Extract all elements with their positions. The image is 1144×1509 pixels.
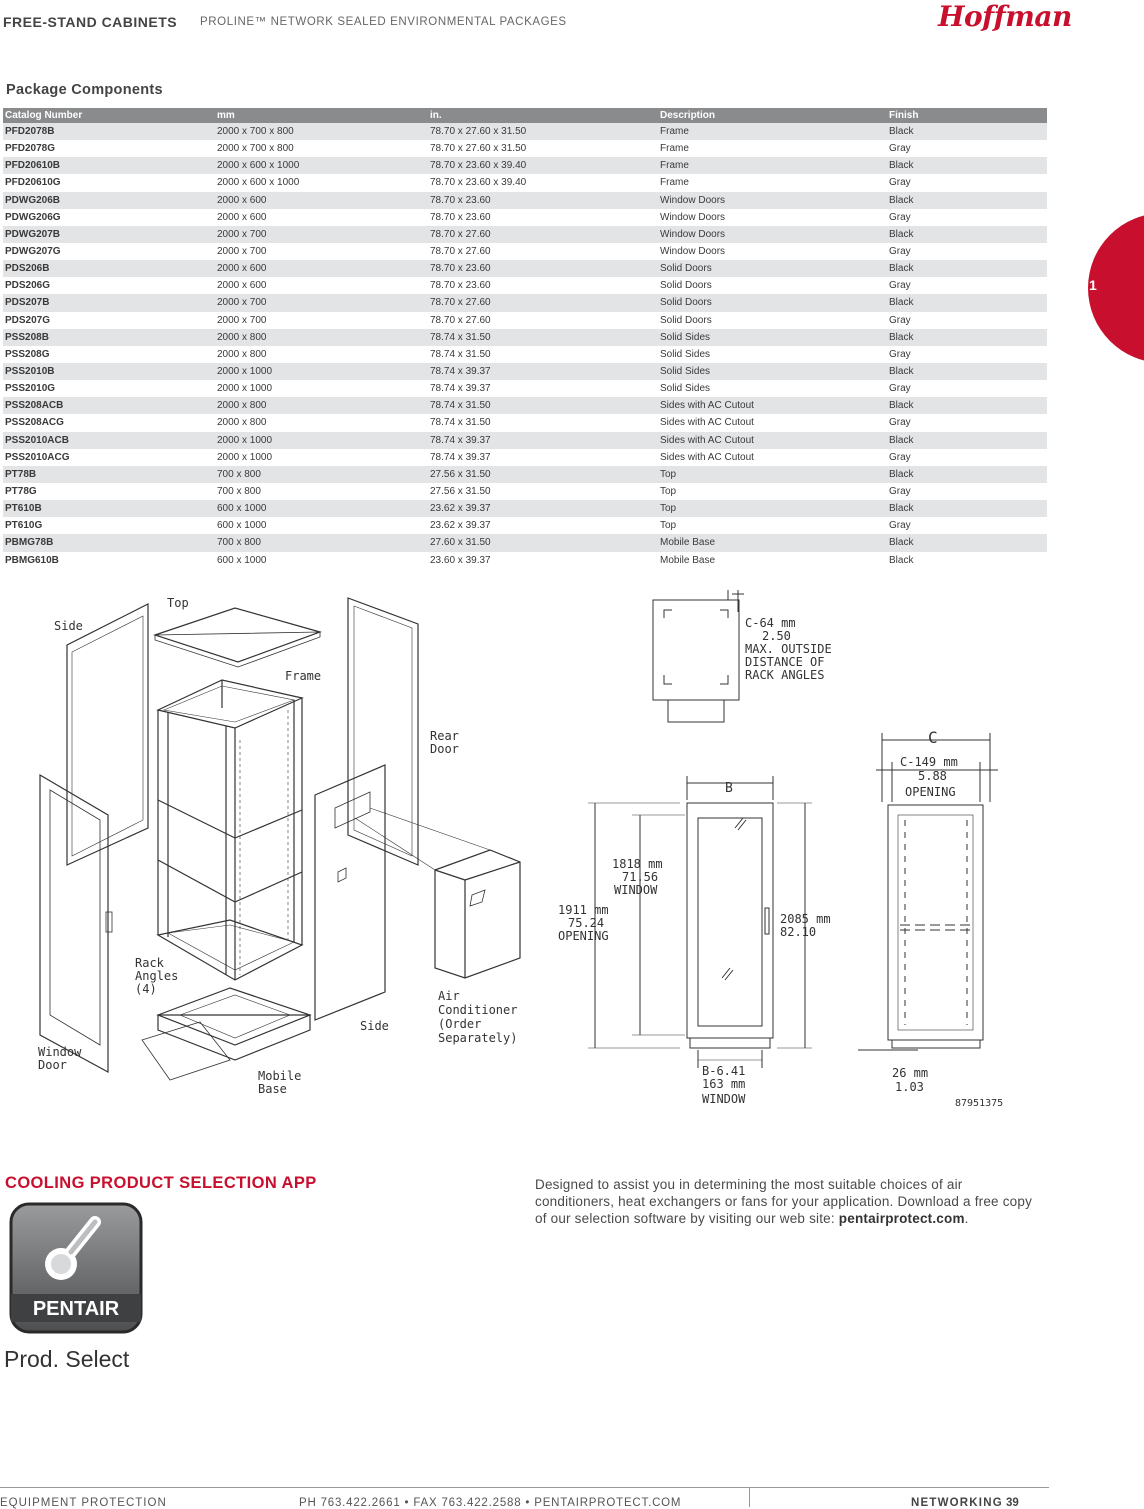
cell-finish: Black (887, 363, 1047, 380)
table-row (3, 294, 1047, 311)
label-ac-3: (Order (438, 1017, 482, 1031)
cell-mm: 700 x 800 (215, 534, 428, 551)
cell-in: 78.74 x 31.50 (428, 414, 658, 431)
cell-mm: 2000 x 800 (215, 346, 428, 363)
description-text: Designed to assist you in determining the most suitable choices of air conditioners, heat exchangers or fans for your application. Download a free copy of our selection software by visiting our web site: (535, 1177, 1033, 1226)
cell-in: 78.70 x 27.60 x 31.50 (428, 140, 658, 157)
cell-description: Frame (658, 140, 887, 157)
cell-mm: 2000 x 600 (215, 209, 428, 226)
cell-catalog: PSS2010ACB (3, 432, 215, 449)
frame (158, 680, 302, 980)
cell-in: 78.70 x 27.60 (428, 312, 658, 329)
table-row (3, 346, 1047, 363)
label-1911-3: OPENING (558, 929, 609, 943)
cell-mm: 2000 x 800 (215, 414, 428, 431)
cell-finish: Black (887, 466, 1047, 483)
label-c: C (928, 728, 938, 747)
cell-in: 78.74 x 39.37 (428, 363, 658, 380)
cell-finish: Gray (887, 517, 1047, 534)
label-b641-3: WINDOW (702, 1092, 746, 1106)
app-name: Prod. Select (4, 1346, 130, 1372)
cell-finish: Black (887, 192, 1047, 209)
cell-in: 23.62 x 39.37 (428, 500, 658, 517)
cell-finish: Black (887, 157, 1047, 174)
cell-description: Window Doors (658, 243, 887, 260)
cell-description: Sides with AC Cutout (658, 449, 887, 466)
cell-catalog: PFD2078G (3, 140, 215, 157)
label-top: Top (167, 596, 189, 610)
top-view (653, 590, 744, 722)
table-row (3, 363, 1047, 380)
window-door (40, 775, 112, 1072)
label-window-door-2: Door (38, 1058, 67, 1072)
cell-in: 27.56 x 31.50 (428, 483, 658, 500)
col-header-description: Description (658, 108, 887, 123)
cell-description: Solid Doors (658, 260, 887, 277)
page-number: 39 (1006, 1497, 1019, 1509)
cell-finish: Gray (887, 277, 1047, 294)
col-header-in: in. (428, 108, 658, 123)
label-c149-2: 5.88 (918, 769, 947, 783)
label-b641-2: 163 mm (702, 1077, 746, 1091)
cell-mm: 2000 x 700 (215, 294, 428, 311)
cell-catalog: PSS208ACB (3, 397, 215, 414)
cell-finish: Black (887, 294, 1047, 311)
cell-in: 78.70 x 27.60 (428, 294, 658, 311)
cell-mm: 2000 x 600 x 1000 (215, 174, 428, 191)
footer-contact: PH 763.422.2661 • FAX 763.422.2588 • PENTAIRPROTECT.COM (299, 1497, 682, 1509)
table-row (3, 534, 1047, 551)
front-view (588, 776, 812, 1068)
cell-description: Mobile Base (658, 534, 887, 551)
cell-in: 78.74 x 39.37 (428, 449, 658, 466)
cell-mm: 2000 x 600 (215, 260, 428, 277)
cell-catalog: PSS2010ACG (3, 449, 215, 466)
cell-mm: 2000 x 1000 (215, 449, 428, 466)
exploded-cabinet-drawing (30, 590, 540, 1110)
cell-mm: 2000 x 700 (215, 243, 428, 260)
cell-finish: Black (887, 397, 1047, 414)
table-row (3, 192, 1047, 209)
cell-in: 78.74 x 39.37 (428, 432, 658, 449)
cell-finish: Black (887, 552, 1047, 569)
table-row (3, 397, 1047, 414)
cell-description: Solid Sides (658, 346, 887, 363)
cell-catalog: PSS2010G (3, 380, 215, 397)
cell-in: 78.70 x 23.60 (428, 277, 658, 294)
table-row (3, 140, 1047, 157)
cell-description: Top (658, 500, 887, 517)
cell-in: 78.74 x 31.50 (428, 329, 658, 346)
table-row (3, 432, 1047, 449)
cell-catalog: PDS206B (3, 260, 215, 277)
cell-catalog: PDWG206B (3, 192, 215, 209)
label-c64-2: 2.50 (762, 629, 791, 643)
cell-mm: 2000 x 700 x 800 (215, 123, 428, 140)
cell-mm: 700 x 800 (215, 483, 428, 500)
chapter-number: 1 (1089, 277, 1097, 293)
label-mobile-2: Base (258, 1082, 287, 1096)
cell-mm: 2000 x 600 (215, 192, 428, 209)
cell-description: Top (658, 483, 887, 500)
cell-description: Window Doors (658, 226, 887, 243)
label-26-2: 1.03 (895, 1080, 924, 1094)
cell-description: Frame (658, 123, 887, 140)
cell-in: 78.74 x 39.37 (428, 380, 658, 397)
cell-mm: 2000 x 600 x 1000 (215, 157, 428, 174)
cell-description: Top (658, 517, 887, 534)
cell-finish: Black (887, 329, 1047, 346)
footer-divider (749, 1487, 750, 1507)
cell-finish: Gray (887, 449, 1047, 466)
table-row (3, 500, 1047, 517)
table-row (3, 209, 1047, 226)
cell-catalog: PDWG206G (3, 209, 215, 226)
cell-description: Solid Sides (658, 363, 887, 380)
website-link[interactable]: pentairprotect.com (838, 1211, 965, 1226)
cell-catalog: PBMG610B (3, 552, 215, 569)
cell-mm: 2000 x 1000 (215, 432, 428, 449)
table-row (3, 414, 1047, 431)
cell-catalog: PFD2078B (3, 123, 215, 140)
cell-mm: 600 x 1000 (215, 500, 428, 517)
cell-finish: Gray (887, 414, 1047, 431)
label-side-right: Side (360, 1019, 389, 1033)
label-ac-4: Separately) (438, 1031, 518, 1045)
label-1818-1: 1818 mm (612, 857, 663, 871)
footer-rule (0, 1487, 1049, 1488)
section-title: FREE-STAND CABINETS (3, 14, 178, 30)
label-c149-3: OPENING (905, 785, 956, 799)
table-row (3, 517, 1047, 534)
cell-description: Frame (658, 174, 887, 191)
cell-description: Sides with AC Cutout (658, 397, 887, 414)
table-row (3, 329, 1047, 346)
cell-description: Solid Sides (658, 329, 887, 346)
components-table (3, 108, 1047, 569)
drawing-number: 87951375 (955, 1098, 1004, 1109)
table-row (3, 157, 1047, 174)
label-1911-2: 75.24 (568, 916, 605, 930)
cell-mm: 2000 x 800 (215, 397, 428, 414)
label-b: B (725, 781, 733, 796)
cell-in: 78.70 x 27.60 (428, 243, 658, 260)
cell-catalog: PSS208B (3, 329, 215, 346)
cell-mm: 2000 x 600 (215, 277, 428, 294)
label-rear-door-2: Door (430, 742, 459, 756)
cell-finish: Gray (887, 174, 1047, 191)
cell-catalog: PFD20610B (3, 157, 215, 174)
cell-in: 78.70 x 27.60 x 31.50 (428, 123, 658, 140)
app-icon-brand: PENTAIR (32, 1298, 120, 1320)
label-c149-1: C-149 mm (900, 755, 958, 769)
table-row (3, 449, 1047, 466)
rear-door (348, 598, 418, 865)
label-1818-3: WINDOW (614, 883, 658, 897)
table-row (3, 466, 1047, 483)
cell-catalog: PSS208ACG (3, 414, 215, 431)
cell-description: Window Doors (658, 209, 887, 226)
cell-in: 23.62 x 39.37 (428, 517, 658, 534)
side-panel-right (315, 765, 385, 1020)
cell-in: 78.74 x 31.50 (428, 346, 658, 363)
label-window-door-1: Window (38, 1045, 82, 1059)
cell-finish: Gray (887, 483, 1047, 500)
cell-in: 78.70 x 23.60 x 39.40 (428, 157, 658, 174)
table-row (3, 312, 1047, 329)
footer-section: NETWORKING (911, 1497, 1003, 1509)
cell-catalog: PT78G (3, 483, 215, 500)
label-ac-1: Air (438, 989, 460, 1003)
cell-finish: Gray (887, 140, 1047, 157)
cell-finish: Gray (887, 243, 1047, 260)
label-2085-2: 82.10 (780, 925, 817, 939)
cell-catalog: PDS206G (3, 277, 215, 294)
cell-in: 23.60 x 39.37 (428, 552, 658, 569)
col-header-catalog: Catalog Number (3, 108, 215, 123)
cell-description: Solid Doors (658, 294, 887, 311)
cell-catalog: PFD20610G (3, 174, 215, 191)
table-row (3, 277, 1047, 294)
cell-catalog: PDS207G (3, 312, 215, 329)
label-1911-1: 1911 mm (558, 903, 609, 917)
table-header-row (3, 108, 1047, 123)
cell-finish: Black (887, 534, 1047, 551)
prod-select-app-icon[interactable] (9, 1202, 143, 1334)
cell-mm: 700 x 800 (215, 466, 428, 483)
cell-mm: 2000 x 700 (215, 312, 428, 329)
cell-description: Sides with AC Cutout (658, 414, 887, 431)
cell-finish: Black (887, 500, 1047, 517)
cell-finish: Black (887, 123, 1047, 140)
cell-mm: 2000 x 1000 (215, 363, 428, 380)
air-conditioner (355, 808, 520, 978)
label-b641-1: B-6.41 (702, 1064, 746, 1078)
cell-description: Solid Doors (658, 277, 887, 294)
cell-catalog: PDWG207G (3, 243, 215, 260)
label-c64-4: DISTANCE OF (745, 655, 825, 669)
cell-in: 78.70 x 23.60 (428, 260, 658, 277)
label-2085-1: 2085 mm (780, 912, 831, 926)
cell-in: 27.56 x 31.50 (428, 466, 658, 483)
cell-description: Window Doors (658, 192, 887, 209)
cell-in: 78.70 x 23.60 (428, 192, 658, 209)
cell-catalog: PT610B (3, 500, 215, 517)
cell-catalog: PSS2010B (3, 363, 215, 380)
label-c64-1: C-64 mm (745, 616, 796, 630)
cell-description: Top (658, 466, 887, 483)
cell-finish: Gray (887, 209, 1047, 226)
cell-catalog: PT78B (3, 466, 215, 483)
cell-catalog: PSS208G (3, 346, 215, 363)
table-row (3, 552, 1047, 569)
section-subtitle: PROLINE™ NETWORK SEALED ENVIRONMENTAL PACKAGES (200, 16, 567, 28)
cooling-app-title: COOLING PRODUCT SELECTION APP (5, 1174, 317, 1192)
footer-category: EQUIPMENT PROTECTION (0, 1497, 167, 1509)
cell-catalog: PBMG78B (3, 534, 215, 551)
table-row (3, 123, 1047, 140)
cell-finish: Gray (887, 312, 1047, 329)
cell-finish: Gray (887, 346, 1047, 363)
top-panel (155, 608, 320, 662)
table-row (3, 260, 1047, 277)
cell-finish: Black (887, 226, 1047, 243)
label-side-left: Side (54, 619, 83, 633)
brand-logo: Hoffman (938, 0, 1072, 33)
table-row (3, 483, 1047, 500)
cell-mm: 600 x 1000 (215, 552, 428, 569)
label-mobile-1: Mobile (258, 1069, 302, 1083)
label-c64-3: MAX. OUTSIDE (745, 642, 832, 656)
cell-in: 78.70 x 23.60 x 39.40 (428, 174, 658, 191)
mobile-base (142, 988, 310, 1080)
description-suffix: . (964, 1211, 969, 1226)
label-rack-1: Rack (135, 956, 164, 970)
label-rack-2: Angles (135, 969, 179, 983)
cell-in: 78.70 x 23.60 (428, 209, 658, 226)
table-row (3, 174, 1047, 191)
cell-catalog: PDWG207B (3, 226, 215, 243)
cell-description: Solid Sides (658, 380, 887, 397)
cell-in: 27.60 x 31.50 (428, 534, 658, 551)
cell-description: Frame (658, 157, 887, 174)
label-rear-door-1: Rear (430, 729, 459, 743)
cell-catalog: PT610G (3, 517, 215, 534)
cell-mm: 2000 x 700 (215, 226, 428, 243)
cell-in: 78.70 x 27.60 (428, 226, 658, 243)
col-header-mm: mm (215, 108, 428, 123)
cell-finish: Gray (887, 380, 1047, 397)
dimension-drawing (540, 590, 1040, 1110)
label-26-1: 26 mm (892, 1066, 929, 1080)
cell-mm: 2000 x 800 (215, 329, 428, 346)
cooling-app-description (535, 1176, 1045, 1227)
cell-mm: 2000 x 1000 (215, 380, 428, 397)
col-header-finish: Finish (887, 108, 1047, 123)
label-1818-2: 71.56 (622, 870, 659, 884)
label-ac-2: Conditioner (438, 1003, 518, 1017)
cell-catalog: PDS207B (3, 294, 215, 311)
cell-description: Sides with AC Cutout (658, 432, 887, 449)
cell-mm: 600 x 1000 (215, 517, 428, 534)
cell-description: Solid Doors (658, 312, 887, 329)
label-frame: Frame (285, 669, 322, 683)
label-rack-3: (4) (135, 982, 157, 996)
cell-description: Mobile Base (658, 552, 887, 569)
cell-mm: 2000 x 700 x 800 (215, 140, 428, 157)
table-row (3, 226, 1047, 243)
cell-finish: Black (887, 260, 1047, 277)
table-row (3, 243, 1047, 260)
label-c64-5: RACK ANGLES (745, 668, 825, 682)
table-title: Package Components (6, 82, 163, 98)
cell-finish: Black (887, 432, 1047, 449)
table-row (3, 380, 1047, 397)
cell-in: 78.74 x 31.50 (428, 397, 658, 414)
